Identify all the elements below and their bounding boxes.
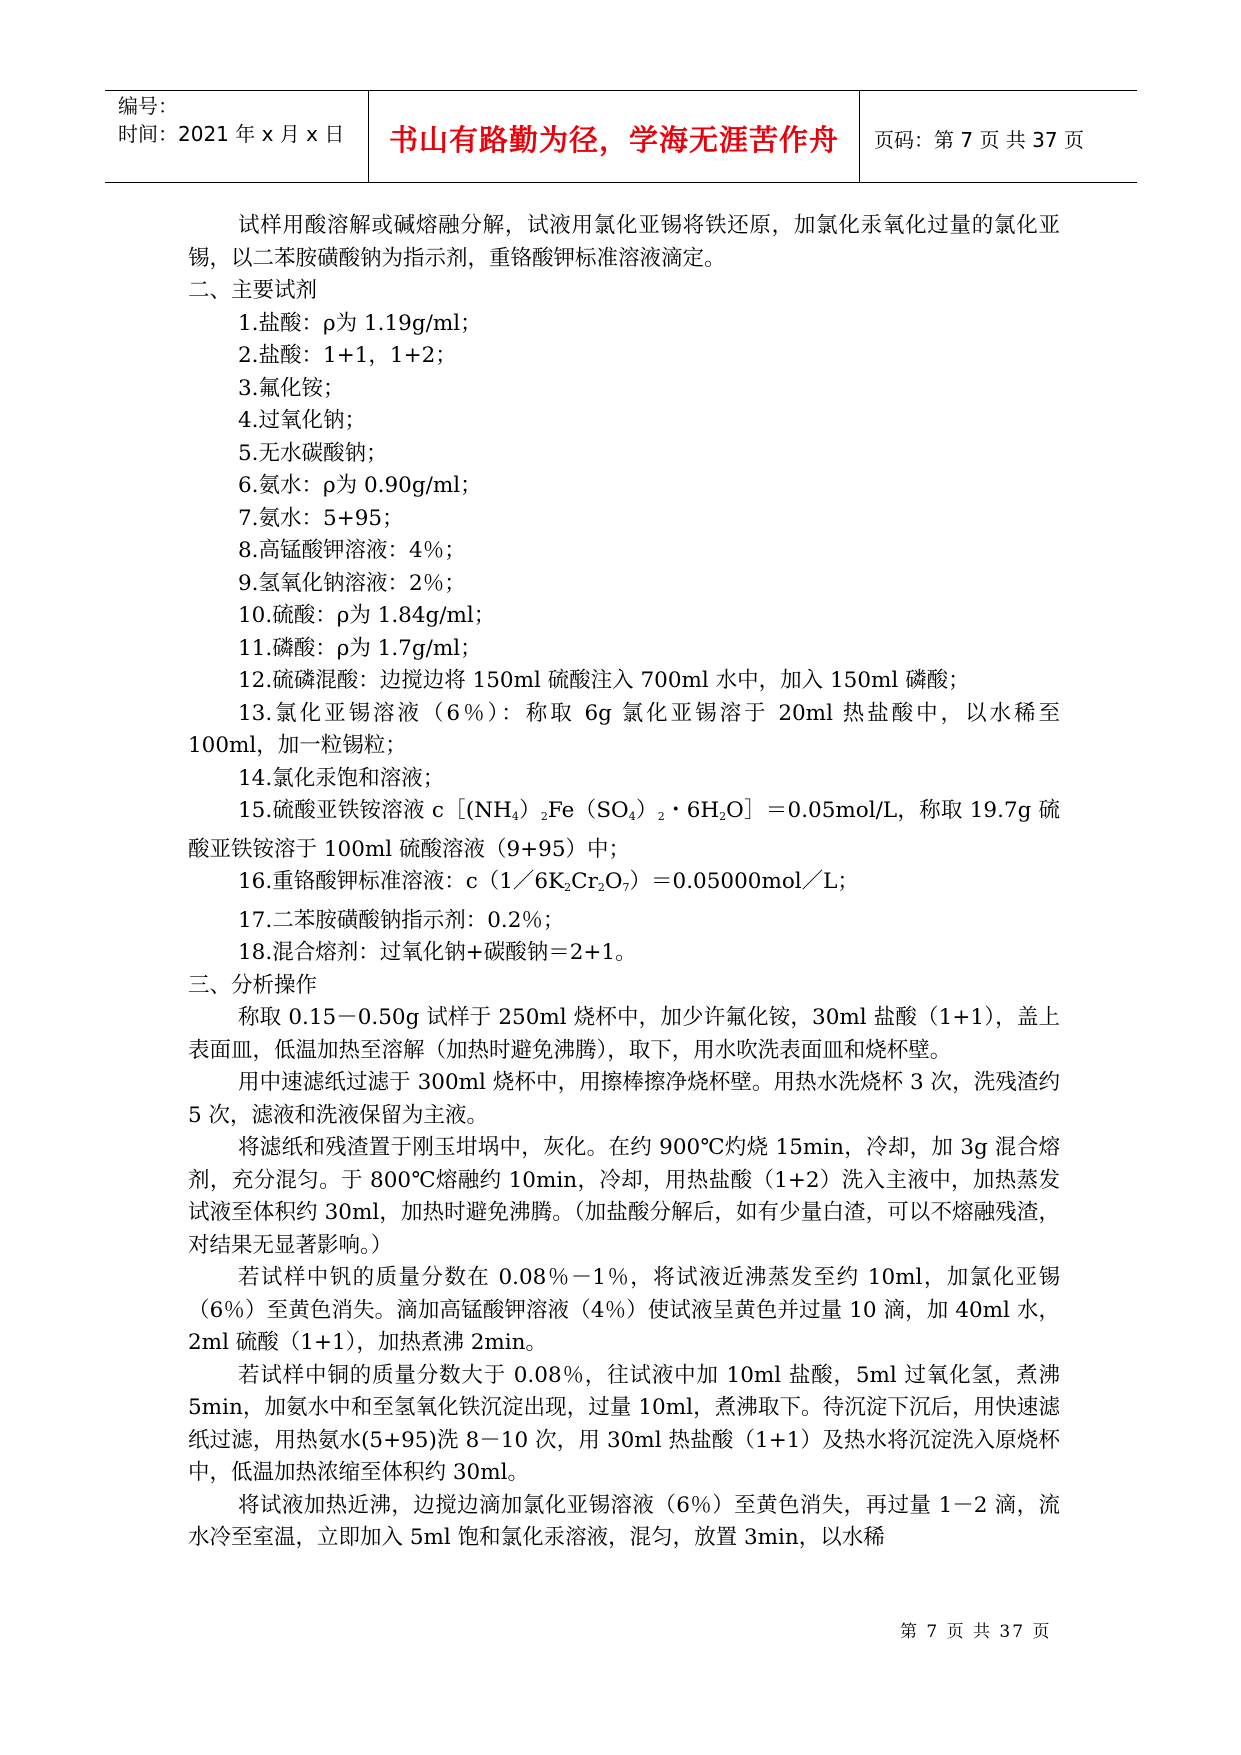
document-body	[188, 210, 1060, 1555]
reagent-16	[188, 866, 1060, 905]
intro-paragraph: 试样用酸溶解或碱熔融分解，试液用氯化亚锡将铁还原，加氯化汞氧化过量的氯化亚锡，以二苯胺磺酸钠为指示剂，重铬酸钾标准溶液滴定。	[188, 213, 1060, 271]
reagent-17: 17.二苯胺磺酸钠指示剂：0.2％；	[238, 907, 565, 933]
reagent-3: 3.氟化铵；	[238, 375, 345, 401]
header-page-label: 页码：第 7 页 共 37 页	[874, 128, 1084, 152]
section-2-title: 二、主要试剂	[188, 278, 318, 303]
reagent-16-text: 16.重铬酸钾标准溶液：c（1／6K	[238, 869, 565, 894]
reagent-16-subscript: 2	[597, 881, 605, 894]
reagent-15	[188, 795, 1060, 866]
reagent-14: 14.氯化汞饱和溶液；	[238, 765, 445, 791]
reagent-15-subscript: 2	[657, 810, 665, 823]
procedure-paragraph: 若试样中铜的质量分数大于 0.08％，往试液中加 10ml 盐酸，5ml 过氧化氢，煮沸 5min，加氨水中和至氢氧化铁沉淀出现，过量 10ml，煮沸取下。待沉淀下沉后，用快速滤纸过滤，用热氨水(5+95)洗 8－10 次，用 30ml 热盐酸（1+1）及热水将沉淀洗入原烧杯中，低温加热浓缩至体积约 30ml。	[188, 1362, 1060, 1485]
reagent-1: 1.盐酸：ρ为 1.19g/ml；	[238, 310, 482, 336]
header-left-block	[118, 92, 344, 148]
header-divider-left	[368, 90, 369, 182]
reagent-15-subscript: 4	[511, 810, 519, 823]
procedure-paragraph: 称取 0.15－0.50g 试样于 250ml 烧杯中，加少许氟化铵，30ml 盐酸（1+1），盖上表面皿，低温加热至溶解（加热时避免沸腾），取下，用水吹洗表面皿和烧杯壁。	[188, 1005, 1060, 1063]
reagent-8: 8.高锰酸钾溶液：4％；	[238, 538, 466, 563]
reagent-18: 18.混合熔剂：过氧化钠+碳酸钠＝2+1。	[238, 940, 637, 965]
reagent-15-text: O］＝0.05mol/L，称取 19.7g 硫酸亚铁铵溶于 100ml 硫酸溶液（9+95）中；	[188, 798, 1060, 862]
time-label: 时间：2021 年 x 月 x 日	[118, 122, 345, 146]
reagent-15-text: Fe（SO	[547, 798, 629, 823]
header-top-rule	[105, 90, 1137, 91]
procedure-paragraph: 用中速滤纸过滤于 300ml 烧杯中，用擦棒擦净烧杯壁。用热水洗烧杯 3 次，洗残渣约 5 次，滤液和洗液保留为主液。	[188, 1070, 1060, 1128]
number-label: 编号：	[118, 94, 178, 118]
procedure-paragraph: 将试液加热近沸，边搅边滴加氯化亚锡溶液（6％）至黄色消失，再过量 1－2 滴，流水冷至室温，立即加入 5ml 饱和氯化汞溶液，混匀，放置 3min，以水稀	[188, 1492, 1060, 1550]
reagent-15-subscript: 2	[540, 810, 548, 823]
reagent-7: 7.氨水：5+95；	[238, 505, 404, 531]
procedure-paragraph: 将滤纸和残渣置于刚玉坩埚中，灰化。在约 900℃灼烧 15min，冷却，加 3g 混合熔剂，充分混匀。于 800℃熔融约 10min，冷却，用热盐酸（1+2）洗入主液中，加热蒸发试液至体积约 30ml，加热时避免沸腾。（加盐酸分解后，如有少量白渣，可以不熔融残渣，对结果无显著影响。）	[188, 1135, 1060, 1258]
section-3-title: 三、分析操作	[188, 972, 318, 998]
reagent-11: 11.磷酸：ρ为 1.7g/ml；	[238, 635, 482, 661]
reagent-12: 12.硫磷混酸：边搅边将 150ml 硫酸注入 700ml 水中，加入 150ml 磷酸；	[238, 668, 970, 693]
reagent-9: 9.氢氧化钠溶液：2％；	[238, 570, 466, 596]
reagent-15-subscript: 4	[628, 810, 636, 823]
reagent-16-text: Cr	[571, 869, 598, 894]
reagent-15-text: ・6H	[664, 798, 720, 823]
reagent-6: 6.氨水：ρ为 0.90g/ml；	[238, 473, 482, 498]
reagent-15-subscript: 2	[719, 810, 727, 823]
reagent-10: 10.硫酸：ρ为 1.84g/ml；	[238, 603, 496, 628]
page-footer: 第 7 页 共 37 页	[900, 1622, 1052, 1642]
reagent-2: 2.盐酸：1+1，1+2；	[238, 343, 457, 368]
reagent-5: 5.无水碳酸钠；	[238, 440, 388, 466]
reagent-15-text: ）	[635, 798, 658, 823]
reagent-16-subscript: 7	[622, 881, 630, 894]
header-motto: 书山有路勤为径，学海无涯苦作舟	[388, 123, 839, 157]
procedure-paragraph: 若试样中钒的质量分数在 0.08％－1％，将试液近沸蒸发至约 10ml，加氯化亚锡（6％）至黄色消失。滴加高锰酸钾溶液（4％）使试液呈黄色并过量 10 滴，加 40ml 水，2ml 硫酸（1+1），加热煮沸 2min。	[188, 1265, 1060, 1355]
reagent-16-text: O	[604, 869, 623, 894]
reagent-15-text: ）	[518, 798, 541, 823]
reagent-4: 4.过氧化钠；	[238, 408, 367, 433]
header-bottom-rule	[105, 182, 1137, 183]
header-divider-right	[859, 90, 860, 182]
reagent-15-text: 15.硫酸亚铁铵溶液 c［(NH	[238, 798, 512, 823]
reagent-16-text: ）＝0.05000mol／L；	[629, 869, 859, 894]
reagent-16-subscript: 2	[564, 881, 572, 894]
reagent-13: 13.氯化亚锡溶液（6％）：称取 6g 氯化亚锡溶于 20ml 热盐酸中，以水稀至 100ml，加一粒锡粒；	[188, 700, 1060, 758]
